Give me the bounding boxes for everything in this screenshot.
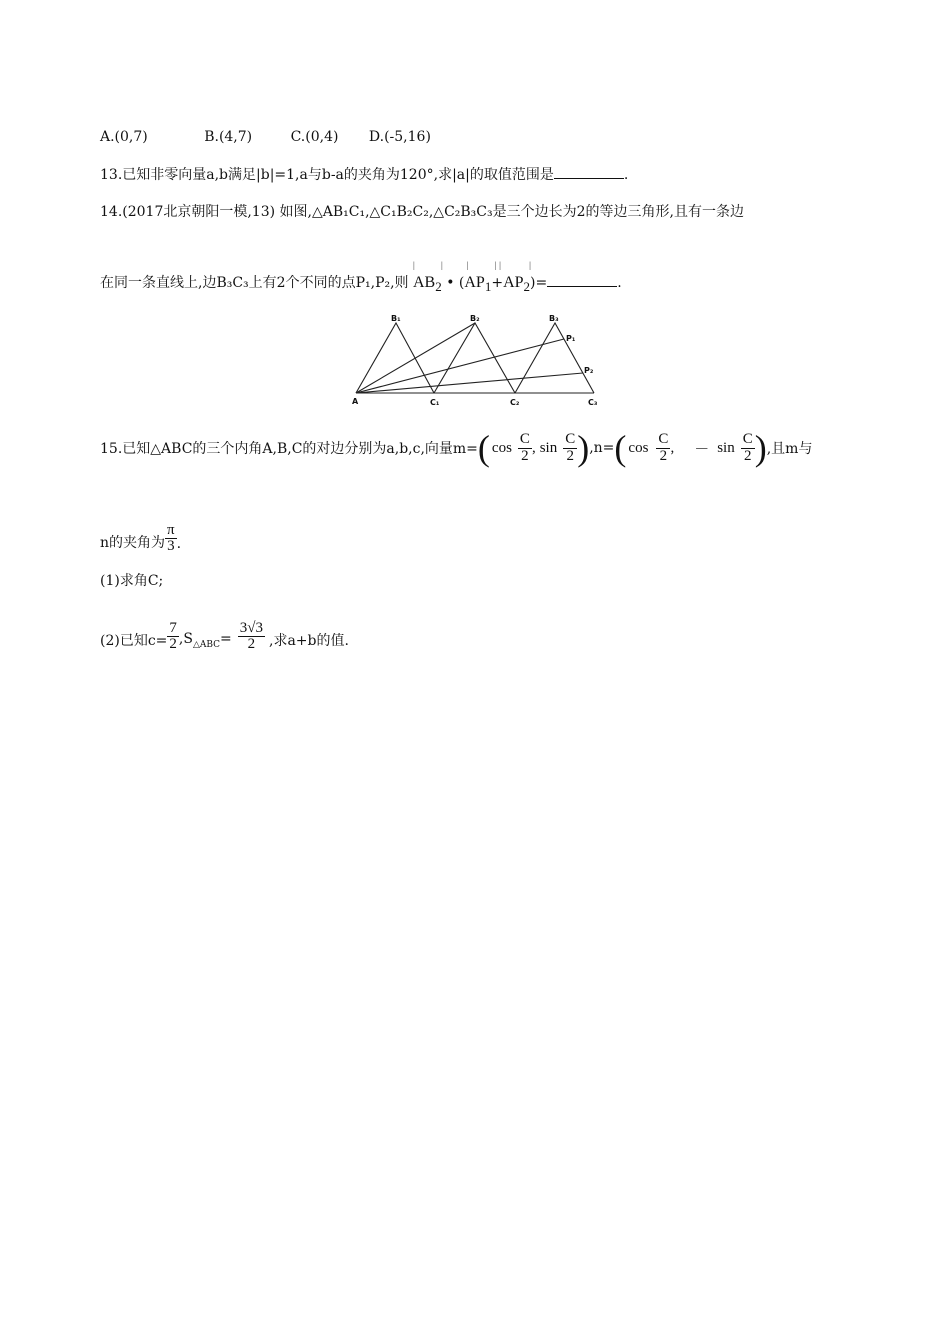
dot-operator: •	[446, 275, 455, 291]
question-14-line1: 14.(2017北京朝阳一模,13) 如图,△AB₁C₁,△C₁B₂C₂,△C₂B₃C₃是三个边长为2的等边三角形,且有一条边	[100, 204, 744, 220]
q15-line2-text: n的夹角为	[100, 535, 166, 551]
fraction-c-over-2: $\frac{C}{2}$	[742, 430, 753, 464]
label-c2: C₂	[510, 398, 520, 407]
vector-ap1: | | $AP_1$	[464, 260, 497, 295]
label-b2: B₂	[470, 314, 480, 323]
label-a: A	[352, 397, 359, 406]
label-p2: P₂	[584, 366, 594, 375]
answer-blank-14	[547, 274, 617, 287]
fraction-c-over-2: $\frac{C}{2}$	[565, 430, 576, 464]
comma: ,	[531, 439, 536, 456]
part2-text: (2)已知c=	[100, 633, 168, 649]
sin-label: sin	[717, 439, 735, 456]
q15-tail: ,且m与	[766, 441, 813, 457]
question-15-line1	[100, 425, 812, 471]
question-14-line2	[100, 260, 622, 295]
q15-part1: (1)求角C;	[100, 573, 164, 589]
fraction-c-over-2: $\frac{C}{2}$	[658, 430, 669, 464]
fraction-c-over-2: $\frac{C}{2}$	[519, 430, 530, 464]
q13-text: 13.已知非零向量a,b满足|b|=1,a与b-a的夹角为120°,求|a|的取值范围是	[100, 167, 554, 183]
sin-label: sin	[539, 439, 558, 456]
close-eq: )=	[530, 275, 548, 291]
option-c: C.(0,4)	[290, 129, 339, 145]
segment-ap2	[356, 373, 583, 393]
minus-sign: －	[694, 441, 710, 458]
plus-sign: +	[491, 275, 504, 291]
q14-line2-text: 在同一条直线上,边B₃C₃上有2个不同的点P₁,P₂,则	[100, 275, 409, 291]
question-15-line2	[100, 507, 181, 555]
segment-ap1	[356, 339, 564, 393]
paren-open-n: (	[614, 428, 627, 468]
fraction-pi-over-3: $\frac{\pi}{3}$	[167, 521, 175, 555]
label-b3: B₃	[549, 314, 559, 323]
paren-open-m: (	[477, 428, 490, 468]
period: .	[176, 536, 182, 552]
q13-end: .	[623, 167, 629, 183]
cos-label: cos	[491, 439, 512, 456]
vector-ab2: | | $AB_2$	[413, 260, 443, 295]
label-p1: P₁	[566, 334, 576, 343]
n-eq: ,n=	[589, 440, 615, 456]
open-paren: (	[458, 275, 465, 291]
part2-end: ,求a+b的值.	[269, 633, 349, 649]
paren-close-m: )	[577, 428, 590, 468]
label-b1: B₁	[391, 314, 401, 323]
q15-part2	[100, 603, 349, 653]
q15-intro: 15.已知△ABC的三个内角A,B,C的对边分别为a,b,c,向量m=	[100, 441, 478, 457]
fraction-area: $\frac{3√3}{2}$	[239, 619, 264, 653]
fraction-7-over-2: $\frac{7}{2}$	[169, 619, 177, 653]
segment-ab2	[356, 323, 475, 393]
option-d: D.(-5,16)	[368, 129, 431, 145]
triangle-3	[515, 323, 594, 393]
label-c3: C₃	[588, 398, 598, 407]
comma: ,	[670, 439, 675, 456]
answer-blank	[554, 166, 624, 179]
q12-options	[100, 129, 431, 145]
option-a: A.(0,7)	[100, 129, 148, 145]
vector-ap2: | | $AP_2$	[499, 260, 531, 295]
label-c1: C₁	[430, 398, 440, 407]
cos-label: cos	[628, 439, 649, 456]
paren-close-n: )	[754, 428, 767, 468]
option-b: B.(4,7)	[204, 129, 253, 145]
area-label: $,S_{\triangle ABC}=$	[178, 631, 232, 650]
question-13	[100, 164, 628, 184]
triangle-figure	[352, 310, 602, 410]
q14-end: .	[617, 275, 622, 291]
